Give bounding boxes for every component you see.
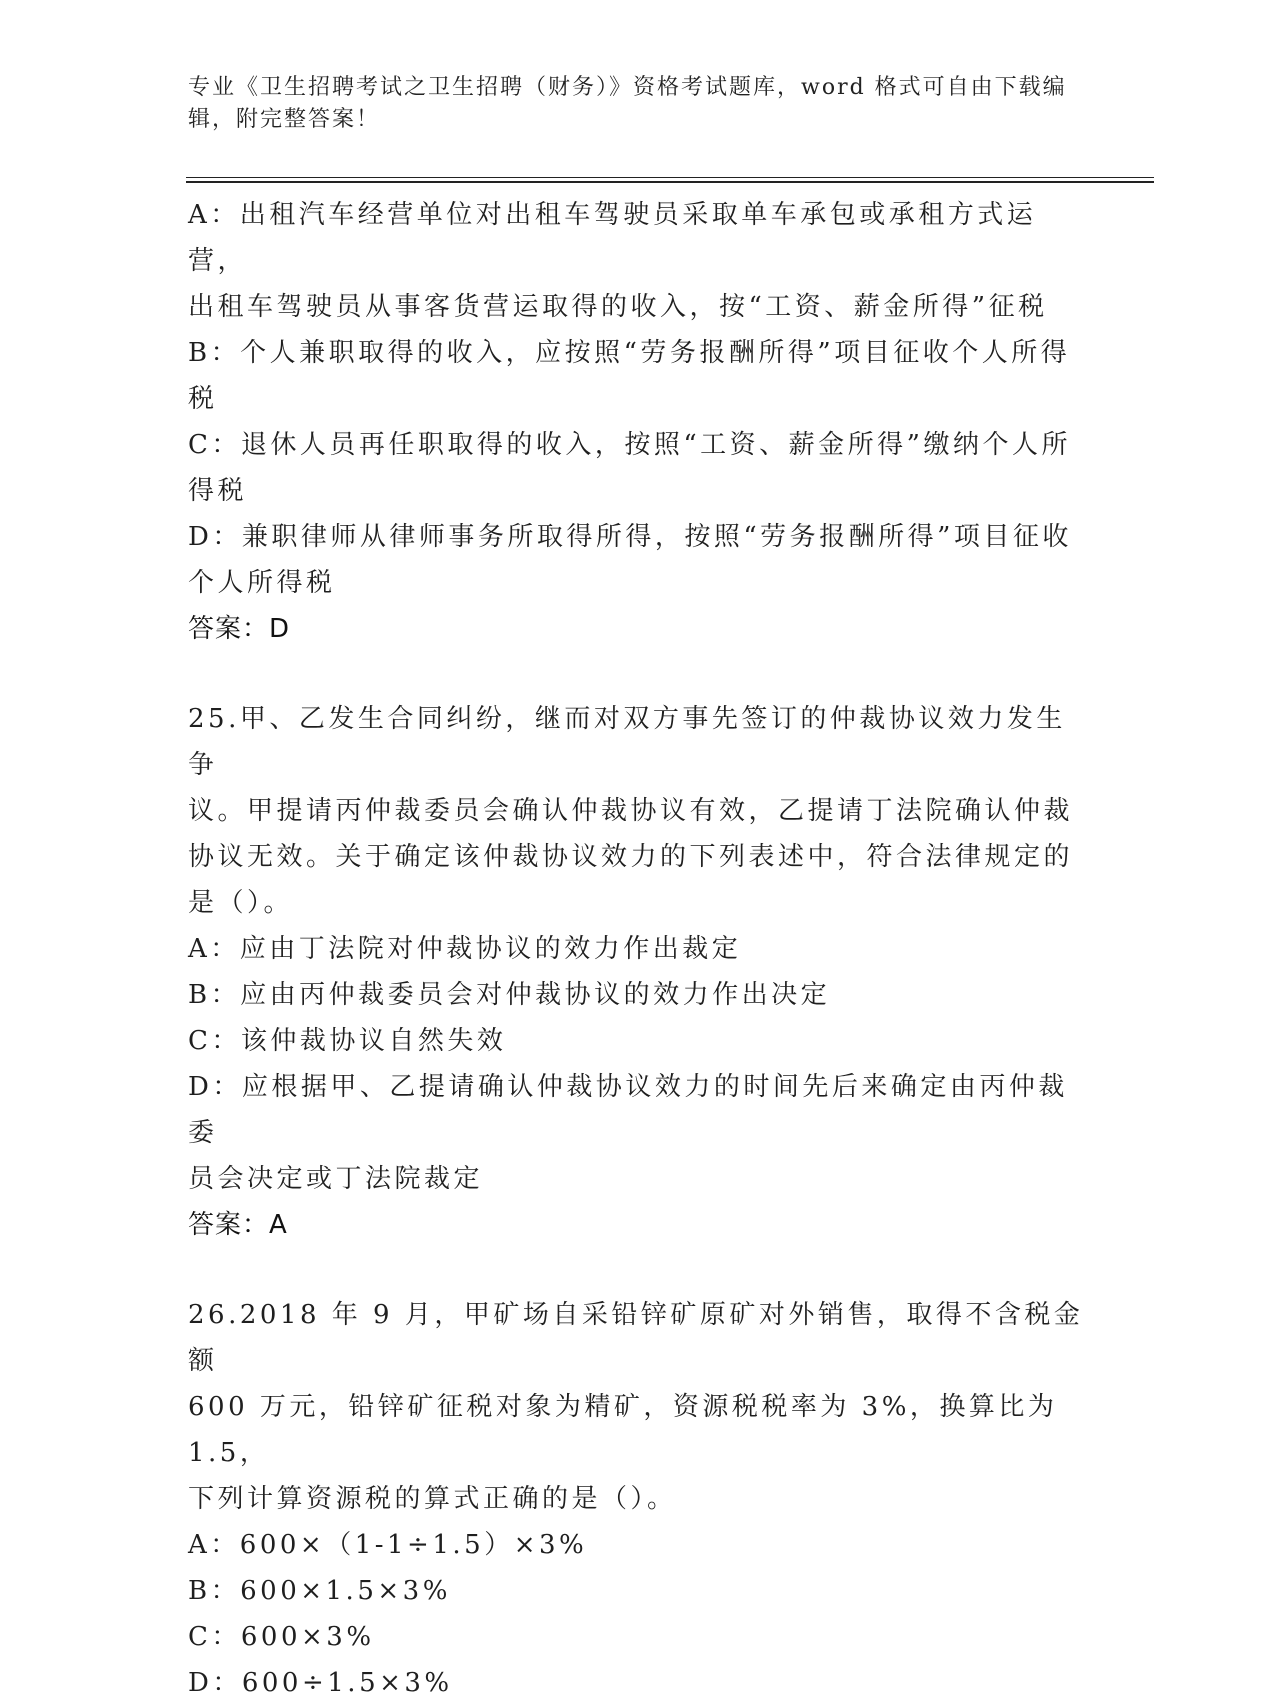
option-c-line-1: C：退休人员再任职取得的收入，按照“工资、薪金所得”缴纳个人所 <box>188 430 1071 460</box>
question-26 <box>188 1292 1088 1706</box>
question-24-options <box>188 192 1088 652</box>
option-a: A：应由丁法院对仲裁协议的效力作出裁定 <box>188 934 742 964</box>
option-c: C：该仲裁协议自然失效 <box>188 1026 507 1056</box>
header-divider-thick <box>186 181 1154 183</box>
option-c: C：600×3% <box>188 1622 375 1652</box>
option-d-line-1: D：兼职律师从律师事务所取得所得，按照“劳务报酬所得”项目征收 <box>188 522 1072 552</box>
page-header: 专业《卫生招聘考试之卫生招聘（财务）》资格考试题库，word 格式可自由下载编辑，附完整答案！ <box>188 75 1067 132</box>
question-stem-line-3: 协议无效。关于确定该仲裁协议效力的下列表述中，符合法律规定的 <box>188 842 1074 872</box>
question-stem-line-2: 议。甲提请丙仲裁委员会确认仲裁协议有效，乙提请丁法院确认仲裁 <box>188 796 1074 826</box>
question-25 <box>188 696 1088 1248</box>
option-b-line-1: B：个人兼职取得的收入，应按照“劳务报酬所得”项目征收个人所得 <box>188 338 1071 368</box>
option-c-line-2: 得税 <box>188 476 248 506</box>
option-a-line-1: A：出租汽车经营单位对出租车驾驶员采取单车承包或承租方式运营， <box>188 200 1037 276</box>
answer-line: 答案：D <box>188 614 291 644</box>
option-d-line-2: 个人所得税 <box>188 568 336 598</box>
header-divider-thin <box>186 177 1154 178</box>
question-stem-line-2: 600 万元，铅锌矿征税对象为精矿，资源税税率为 3%，换算比为 1.5， <box>188 1392 1070 1468</box>
option-d: D：600÷1.5×3% <box>188 1668 453 1698</box>
option-a-line-2: 出租车驾驶员从事客货营运取得的收入，按“工资、薪金所得”征税 <box>188 292 1048 322</box>
question-stem-line-1: 26.2018 年 9 月，甲矿场自采铅锌矿原矿对外销售，取得不含税金额 <box>188 1300 1084 1376</box>
question-stem-line-3: 下列计算资源税的算式正确的是（）。 <box>188 1484 677 1514</box>
option-b: B：600×1.5×3% <box>188 1576 451 1606</box>
option-b-line-2: 税 <box>188 384 218 414</box>
option-d-line-1: D：应根据甲、乙提请确认仲裁协议效力的时间先后来确定由丙仲裁委 <box>188 1072 1068 1148</box>
question-stem-line-4: 是（）。 <box>188 888 294 918</box>
spacer <box>188 1248 1088 1292</box>
question-stem-line-1: 25.甲、乙发生合同纠纷，继而对双方事先签订的仲裁协议效力发生争 <box>188 704 1066 780</box>
answer-line: 答案：A <box>188 1210 288 1240</box>
document-body <box>188 192 1088 1706</box>
option-d-line-2: 员会决定或丁法院裁定 <box>188 1164 484 1194</box>
option-b: B：应由丙仲裁委员会对仲裁协议的效力作出决定 <box>188 980 831 1010</box>
option-a: A：600×（1-1÷1.5）×3% <box>188 1530 588 1560</box>
spacer <box>188 652 1088 696</box>
